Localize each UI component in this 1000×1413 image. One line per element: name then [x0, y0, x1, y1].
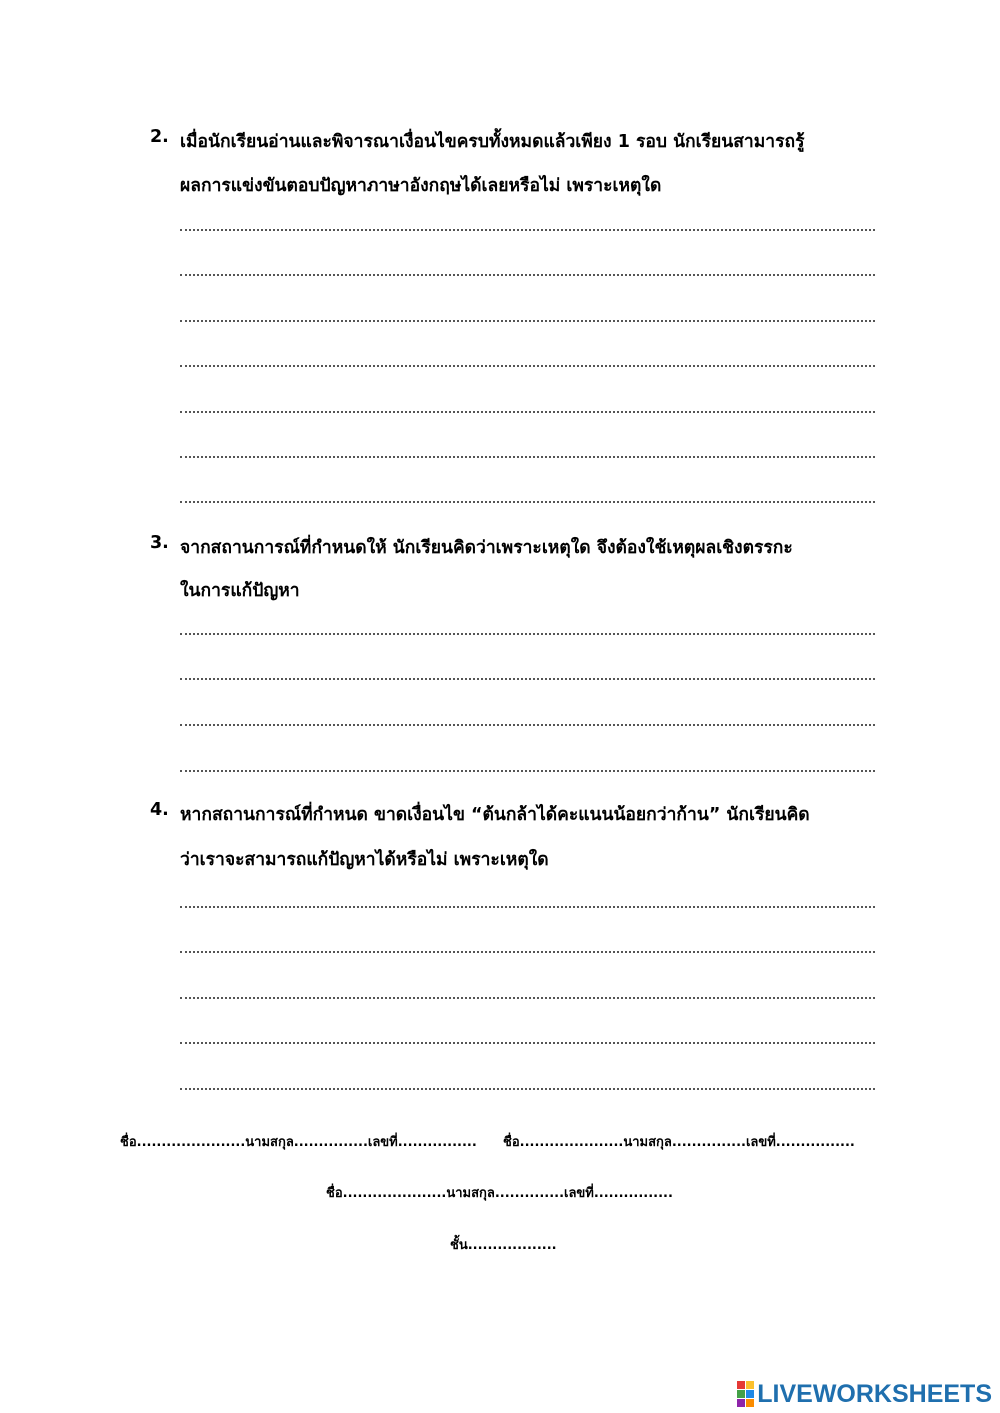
signature-right[interactable]: ชื่อ.....................นามสกุล...............เลขที่................ — [503, 1135, 855, 1150]
logo-text: LIVEWORKSHEETS — [757, 1379, 992, 1408]
answer-line[interactable] — [180, 1088, 875, 1090]
answer-line[interactable] — [180, 274, 875, 276]
logo-square — [746, 1381, 754, 1389]
question-text-line-2: ในการแก้ปัญหา — [180, 581, 300, 601]
answer-line[interactable] — [180, 320, 875, 322]
answer-line[interactable] — [180, 501, 875, 503]
question-text-line-2: ผลการแข่งขันตอบปัญหาภาษาอังกฤษได้เลยหรือไม่ เพราะเหตุใด — [180, 176, 662, 196]
answer-line[interactable] — [180, 724, 875, 726]
question-text-line-2: ว่าเราจะสามารถแก้ปัญหาได้หรือไม่ เพราะเหตุใด — [180, 850, 549, 870]
logo-square — [737, 1381, 745, 1389]
logo-square — [746, 1390, 754, 1398]
question-text-line-1: เมื่อนักเรียนอ่านและพิจารณาเงื่อนไขครบทั้งหมดแล้วเพียง 1 รอบ นักเรียนสามารถรู้ — [180, 132, 805, 152]
question-text-line-1: หากสถานการณ์ที่กำหนด ขาดเงื่อนไข “ต้นกล้าได้คะแนนน้อยกว่าก้าน” นักเรียนคิด — [180, 805, 810, 825]
answer-line[interactable] — [180, 951, 875, 953]
answer-line[interactable] — [180, 770, 875, 772]
answer-line[interactable] — [180, 906, 875, 908]
liveworksheets-logo — [737, 1381, 992, 1407]
answer-line[interactable] — [180, 678, 875, 680]
question-3 — [150, 533, 880, 603]
answer-line[interactable] — [180, 997, 875, 999]
question-4 — [150, 800, 880, 870]
answer-line[interactable] — [180, 1042, 875, 1044]
class-field[interactable]: ชั้น.................. — [450, 1238, 557, 1253]
answer-line[interactable] — [180, 365, 875, 367]
logo-square — [737, 1399, 745, 1407]
question-number: 2. — [150, 127, 169, 147]
answer-line[interactable] — [180, 229, 875, 231]
answer-line[interactable] — [180, 456, 875, 458]
answer-line[interactable] — [180, 411, 875, 413]
answer-line[interactable] — [180, 633, 875, 635]
signature-center[interactable]: ชื่อ.....................นามสกุล..............เลขที่................ — [326, 1186, 673, 1201]
question-2 — [150, 127, 880, 197]
logo-square — [737, 1390, 745, 1398]
logo-square — [746, 1399, 754, 1407]
question-number: 4. — [150, 800, 169, 820]
signature-left[interactable]: ชื่อ......................นามสกุล...............เลขที่................ — [120, 1135, 477, 1150]
logo-squares-icon — [737, 1381, 754, 1407]
question-text-line-1: จากสถานการณ์ที่กำหนดให้ นักเรียนคิดว่าเพราะเหตุใด จึงต้องใช้เหตุผลเชิงตรรกะ — [180, 538, 793, 558]
question-number: 3. — [150, 533, 169, 553]
